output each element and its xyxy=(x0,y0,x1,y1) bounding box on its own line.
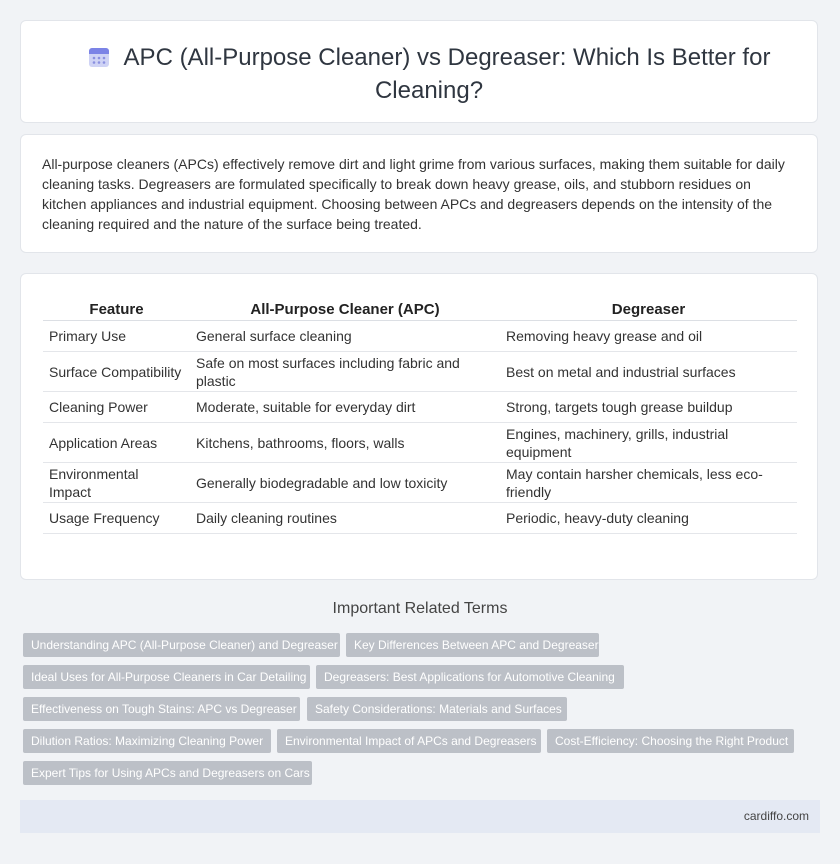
related-term-link[interactable]: Degreasers: Best Applications for Automotive Cleaning xyxy=(316,665,624,689)
related-term-link[interactable]: Understanding APC (All-Purpose Cleaner) and Degreaser xyxy=(23,633,340,657)
table-cell: General surface cleaning xyxy=(190,321,500,352)
related-term-link[interactable]: Environmental Impact of APCs and Degreasers xyxy=(277,729,541,753)
footer-bar xyxy=(20,800,820,833)
related-term-link[interactable]: Dilution Ratios: Maximizing Cleaning Power xyxy=(23,729,271,753)
comparison-card xyxy=(20,273,818,580)
related-term-link[interactable]: Cost-Efficiency: Choosing the Right Product xyxy=(547,729,794,753)
table-cell: Engines, machinery, grills, industrial equipment xyxy=(500,423,797,463)
table-cell: Daily cleaning routines xyxy=(190,503,500,534)
footer-site-link[interactable]: cardiffo.com xyxy=(743,809,809,823)
table-cell: Generally biodegradable and low toxicity xyxy=(190,463,500,503)
table-cell: Removing heavy grease and oil xyxy=(500,321,797,352)
table-cell: Surface Compatibility xyxy=(43,352,190,392)
related-term-link[interactable]: Expert Tips for Using APCs and Degreasers on Cars xyxy=(23,761,312,785)
table-cell: Kitchens, bathrooms, floors, walls xyxy=(190,423,500,463)
table-cell: Best on metal and industrial surfaces xyxy=(500,352,797,392)
intro-paragraph: All-purpose cleaners (APCs) effectively remove dirt and light grime from various surfaces, making them suitable for daily cleaning tasks. Degreasers are formulated specifically to break down heavy grease, oils, and stubborn residues on kitchen appliances and industrial equipment. Choosing between APCs and degreasers depends on the intensity of the cleaning required and the nature of the surface being treated. xyxy=(42,156,785,232)
table-cell: Primary Use xyxy=(43,321,190,352)
table-row xyxy=(43,392,797,423)
table-cell: Cleaning Power xyxy=(43,392,190,423)
table-row xyxy=(43,503,797,534)
table-cell: Environmental Impact xyxy=(43,463,190,503)
table-row xyxy=(43,423,797,463)
table-row xyxy=(43,352,797,392)
header-feature: Feature xyxy=(43,296,190,321)
table-cell: Moderate, suitable for everyday dirt xyxy=(190,392,500,423)
header-degreaser: Degreaser xyxy=(500,296,797,321)
table-row xyxy=(43,463,797,503)
table-cell: Strong, targets tough grease buildup xyxy=(500,392,797,423)
related-term-link[interactable]: Ideal Uses for All-Purpose Cleaners in Car Detailing xyxy=(23,665,310,689)
related-term-link[interactable]: Safety Considerations: Materials and Surfaces xyxy=(307,697,567,721)
comparison-table xyxy=(43,296,797,534)
table-cell: Usage Frequency xyxy=(43,503,190,534)
related-term-link[interactable]: Effectiveness on Tough Stains: APC vs Degreaser xyxy=(23,697,300,721)
intro-card xyxy=(20,134,818,253)
table-cell: Periodic, heavy-duty cleaning xyxy=(500,503,797,534)
table-header-row xyxy=(43,296,797,321)
title-card xyxy=(20,20,818,123)
table-cell: May contain harsher chemicals, less eco-friendly xyxy=(500,463,797,503)
page-title: APC (All-Purpose Cleaner) vs Degreaser: Which Is Better for Cleaning? xyxy=(123,44,771,104)
related-term-link[interactable]: Key Differences Between APC and Degreaser xyxy=(346,633,599,657)
table-row xyxy=(43,321,797,352)
header-apc: All-Purpose Cleaner (APC) xyxy=(190,296,500,321)
table-cell: Application Areas xyxy=(43,423,190,463)
related-terms-title: Important Related Terms xyxy=(332,600,508,617)
table-cell: Safe on most surfaces including fabric and plastic xyxy=(190,352,500,392)
page-title-wrapper xyxy=(81,43,777,106)
calendar-icon xyxy=(88,46,110,76)
